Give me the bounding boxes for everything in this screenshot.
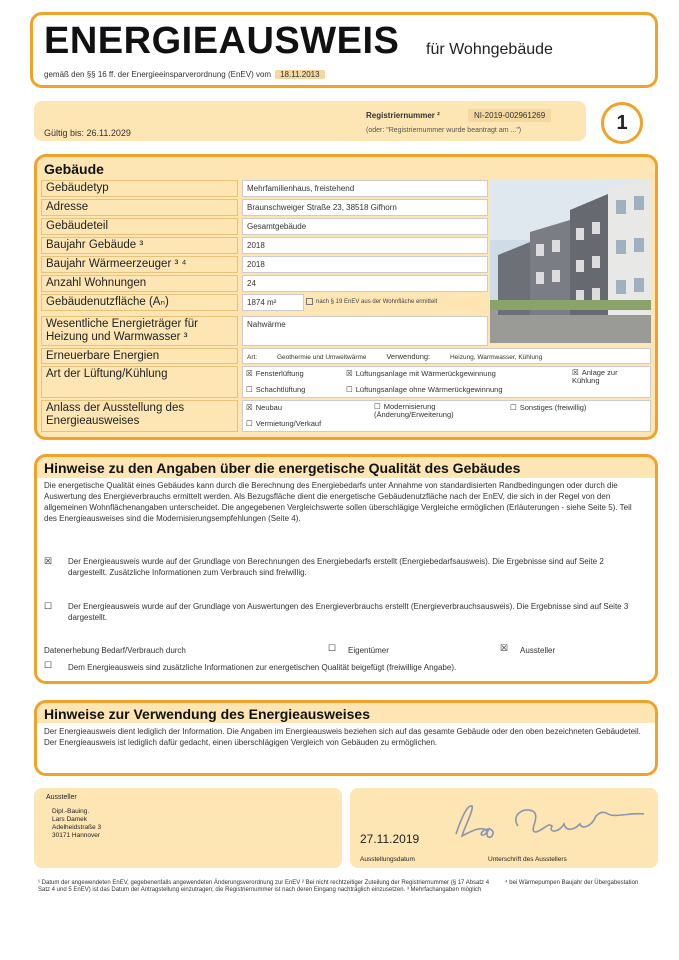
ventilation-option[interactable] xyxy=(346,369,496,378)
legal-date: 18.11.2013 xyxy=(275,70,324,79)
building-row-value: 24 xyxy=(242,275,488,292)
survey-label: Datenerhebung Bedarf/Verbrauch durch xyxy=(44,646,186,655)
building-row-value: Gesamtgebäude xyxy=(242,218,488,235)
registration-label: Registriernummer ² xyxy=(366,111,440,120)
ventilation-option[interactable] xyxy=(246,385,305,394)
building-photo xyxy=(490,180,651,343)
building-row-value: 2018 xyxy=(242,237,488,254)
signature-label: Unterschrift des Ausstellers xyxy=(488,856,567,863)
usage-notes-paragraph: Der Energieausweis dient lediglich der Information. Die Angaben im Energieausweis beziehen sich auf das gesamte Gebäude oder den oben bezeichneten Gebäudeteil. Der Energieausweis ist lediglich dafür gedacht, einen überschlägigen Vergleich von Gebäuden zu ermöglichen. xyxy=(44,727,641,747)
energy-carrier-value: Nahwärme xyxy=(242,316,488,346)
checkbox-mark[interactable]: ☐ xyxy=(510,403,517,412)
survey-owner-checkbox[interactable]: ☐ xyxy=(328,643,337,653)
document-title: ENERGIEAUSWEIS xyxy=(44,20,400,62)
footnote-right: ⁴ bei Wärmepumpen Baujahr der Übergabestation xyxy=(505,880,639,886)
issue-date: 27.11.2019 xyxy=(360,832,420,846)
building-row-value: Braunschweiger Straße 23, 38518 Gifhorn xyxy=(242,199,488,216)
option-label: Fensterlüftung xyxy=(255,369,304,378)
option2-checkbox[interactable]: ☐ xyxy=(44,601,53,611)
ventilation-option[interactable] xyxy=(572,369,642,385)
page-number: 1 xyxy=(601,102,643,144)
option3-text: Dem Energieausweis sind zusätzliche Informationen zur energetischen Qualität beigefügt (freiwillige Angabe). xyxy=(68,663,457,672)
document-subtitle: für Wohngebäude xyxy=(426,41,553,58)
option-label: Sonstiges (freiwillig) xyxy=(519,403,587,412)
building-row-value: Mehrfamilienhaus, freistehend xyxy=(242,180,488,197)
issuer-address-line: Dipl.-Bauing. xyxy=(52,808,90,815)
registration-note: (oder: "Registriernummer wurde beantragt am ...") xyxy=(366,127,522,134)
usage-notes-title: Hinweise zur Verwendung des Energieausweises xyxy=(44,706,371,722)
occasion-option[interactable] xyxy=(510,403,586,412)
occasion-option[interactable] xyxy=(246,403,282,412)
issue-date-label: Ausstellungsdatum xyxy=(360,856,415,863)
renewable-label: Erneuerbare Energien xyxy=(41,348,238,364)
building-row-value: 1874 m² xyxy=(242,294,304,311)
issuer-address-line: Adelheidstraße 3 xyxy=(52,824,102,831)
building-row-label: Baujahr Gebäude ³ xyxy=(41,237,238,254)
ventilation-label: Art der Lüftung/Kühlung xyxy=(41,366,238,398)
issuer-address-line: Lars Damek xyxy=(52,816,88,823)
area-note: nach § 19 EnEV aus der Wohnfläche ermittelt xyxy=(306,298,437,305)
option2-text: Der Energieausweis wurde auf der Grundlage von Auswertungen des Energieverbrauchs erstellt (Energieverbrauchsausweis). Die Ergebnisse sind auf Seite 3 dargestellt. xyxy=(68,602,629,622)
legal-line: gemäß den §§ 16 ff. der Energieeinsparverordnung (EnEV) vom 18.11.2013 xyxy=(44,70,325,79)
building-title: Gebäude xyxy=(44,161,104,177)
area-checkbox[interactable] xyxy=(306,298,313,305)
occasion-label: Anlass der Ausstellung des Energieausweises xyxy=(41,400,238,432)
building-row-label: Adresse xyxy=(41,199,238,216)
building-row-value: 2018 xyxy=(242,256,488,273)
checkbox-mark[interactable]: ☒ xyxy=(246,369,253,378)
option-label: Anlage zur Kühlung xyxy=(572,368,618,385)
quality-notes-paragraph: Die energetische Qualität eines Gebäudes kann durch die Berechnung des Energiebedarfs unter Annahme von standardisierten Randbedingungen oder durch die Auswertung des Energieverbrauchs ermittelt werden. Als Bezugsfläche dient die energetische Gebäudenutzfläche nach der EnEV, die sich in der Regel von den allgemeinen Wohnflächenangaben unterscheidet. Die angegebenen Vergleichswerte sollen überschlägige Vergleiche ermöglichen (Erläuterungen - siehe Seite 5). Teil des Energieausweises sind die Modernisierungsempfehlungen (Seite 4). xyxy=(44,481,632,523)
option-label: Neubau xyxy=(255,403,283,412)
option-label: Lüftungsanlage mit Wärmerückgewinnung xyxy=(355,369,496,378)
option1-checkbox[interactable]: ☒ xyxy=(44,556,53,566)
issuer-label: Aussteller xyxy=(46,794,77,801)
option3-checkbox[interactable]: ☐ xyxy=(44,660,53,670)
survey-issuer-checkbox[interactable]: ☒ xyxy=(500,643,509,653)
option-label: Lüftungsanlage ohne Wärmerückgewinnung xyxy=(355,385,503,394)
option-label: Vermietung/Verkauf xyxy=(255,419,322,428)
checkbox-mark[interactable]: ☐ xyxy=(346,385,353,394)
survey-owner-label: Eigentümer xyxy=(348,646,389,655)
energy-carrier-label: Wesentliche Energieträger für Heizung und Warmwasser ³ xyxy=(41,316,238,346)
checkbox-mark[interactable]: ☒ xyxy=(346,369,353,378)
signature-graphic xyxy=(448,796,648,853)
option-label: Modernisierung (Änderung/Erweiterung) xyxy=(374,402,454,419)
issuer-address xyxy=(52,808,101,840)
renewable-row: Art: Geothermie und Umweltwärme Verwendung: Heizung, Warmwasser, Kühlung xyxy=(242,348,651,364)
building-row-label: Gebäudenutzfläche (Aₙ) xyxy=(41,294,238,311)
registration-number: NI-2019-002961269 xyxy=(468,109,551,122)
building-row-label: Baujahr Wärmeerzeuger ³ ⁴ xyxy=(41,256,238,273)
quality-notes-title: Hinweise zu den Angaben über die energetische Qualität des Gebäudes xyxy=(44,460,521,476)
ventilation-option[interactable] xyxy=(346,385,503,394)
checkbox-mark[interactable]: ☐ xyxy=(246,385,253,394)
occasion-option[interactable] xyxy=(374,403,494,419)
building-row-label: Gebäudetyp xyxy=(41,180,238,197)
option-label: Schachtlüftung xyxy=(255,385,306,394)
issuer-address-line: 30171 Hannover xyxy=(52,832,101,839)
ventilation-option[interactable] xyxy=(246,369,304,378)
checkbox-mark[interactable]: ☒ xyxy=(572,368,579,377)
checkbox-mark[interactable]: ☐ xyxy=(374,402,381,411)
survey-issuer-label: Aussteller xyxy=(520,646,556,655)
footnote-left: ¹ Datum der angewendeten EnEV, gegebenenfalls angewendeten Änderungsverordnung zur EnEV ² Bei nicht rechtzeitiger Zuteilung der Registriernummer (§ 17 Absatz 4 Satz 4 und 5 EnEV) ist das Datum der Antragstellung einzutragen; die Registriernummer ist nach deren Eingang nachträglich einzusetzen. ³ Mehrfachangaben möglich xyxy=(38,880,490,893)
building-row-label: Anzahl Wohnungen xyxy=(41,275,238,292)
option1-text: Der Energieausweis wurde auf der Grundlage von Berechnungen des Energiebedarfs erstellt (Energiebedarfsausweis). Die Ergebnisse sind auf Seite 2 dargestellt. Zusätzliche Informationen zum Verbrauch sind freiwillig. xyxy=(68,557,604,577)
occasion-option[interactable] xyxy=(246,419,321,428)
checkbox-mark[interactable]: ☒ xyxy=(246,403,253,412)
valid-until: Gültig bis: 26.11.2029 xyxy=(44,128,131,138)
checkbox-mark[interactable]: ☐ xyxy=(246,419,253,428)
building-row-label: Gebäudeteil xyxy=(41,218,238,235)
